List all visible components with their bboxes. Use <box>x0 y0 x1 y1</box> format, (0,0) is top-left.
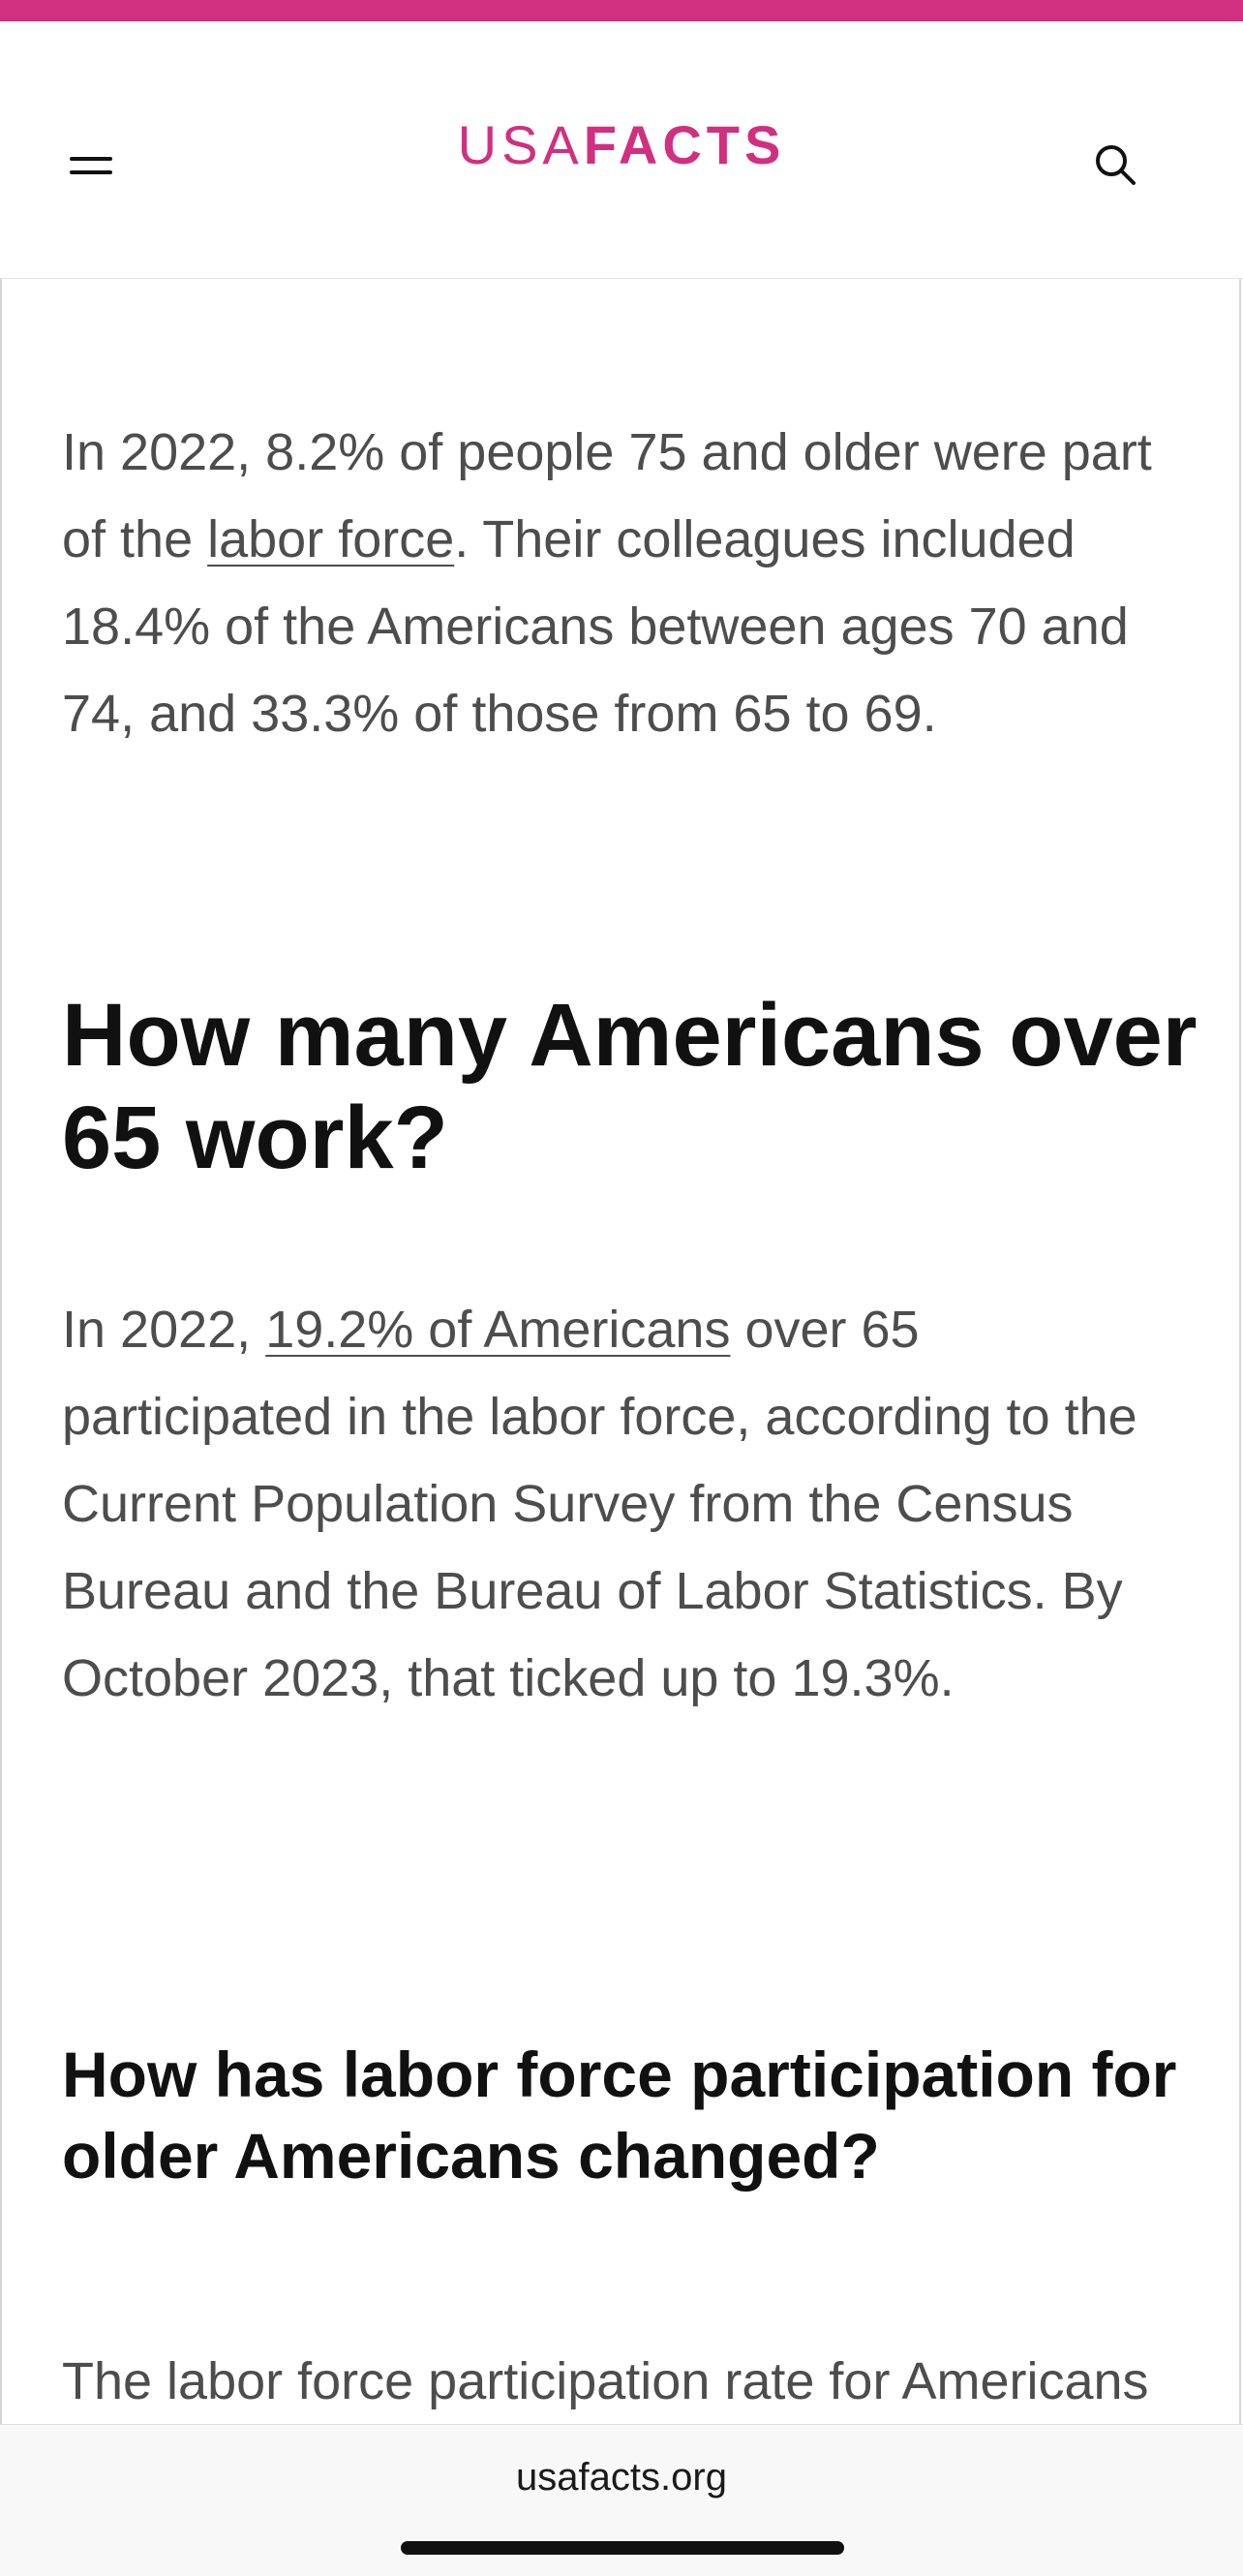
paragraph-age-breakdown: In 2022, 8.2% of people 75 and older were part of the labor force. Their colleagues included 18.4% of the Americans between ages 70 and 74, and 33.3% of those from 65 to 69. <box>62 423 1152 743</box>
search-icon <box>1092 141 1138 188</box>
subsection-heading: How has labor force participation for older Americans changed? <box>62 2039 1177 2192</box>
home-indicator[interactable] <box>401 2541 844 2555</box>
site-header <box>0 21 1243 279</box>
paragraph-change: The labor force participation rate for Americans <box>62 2352 1149 2410</box>
section-heading: How many Americans over 65 work? <box>62 986 1198 1187</box>
article-frame <box>0 279 1241 2424</box>
url-label[interactable]: usafacts.org <box>516 2456 727 2499</box>
logo-usa: USA <box>457 114 584 175</box>
usafacts-logo[interactable] <box>0 114 1243 175</box>
top-accent-bar <box>0 0 1243 21</box>
browser-bottom-bar[interactable] <box>0 2424 1243 2576</box>
paragraph-participation: In 2022, 19.2% of Americans over 65 participated in the labor force, according to the Current Population Survey from the Census Bureau and the Bureau of Labor Statistics. By October 2023, that ticked up to 19.3%. <box>62 1301 1137 1707</box>
percent-americans-link[interactable]: 19.2% of Americans <box>265 1301 731 1359</box>
logo-facts: FACTS <box>583 114 786 175</box>
search-button[interactable] <box>1076 126 1154 203</box>
labor-force-link[interactable]: labor force <box>207 510 455 568</box>
